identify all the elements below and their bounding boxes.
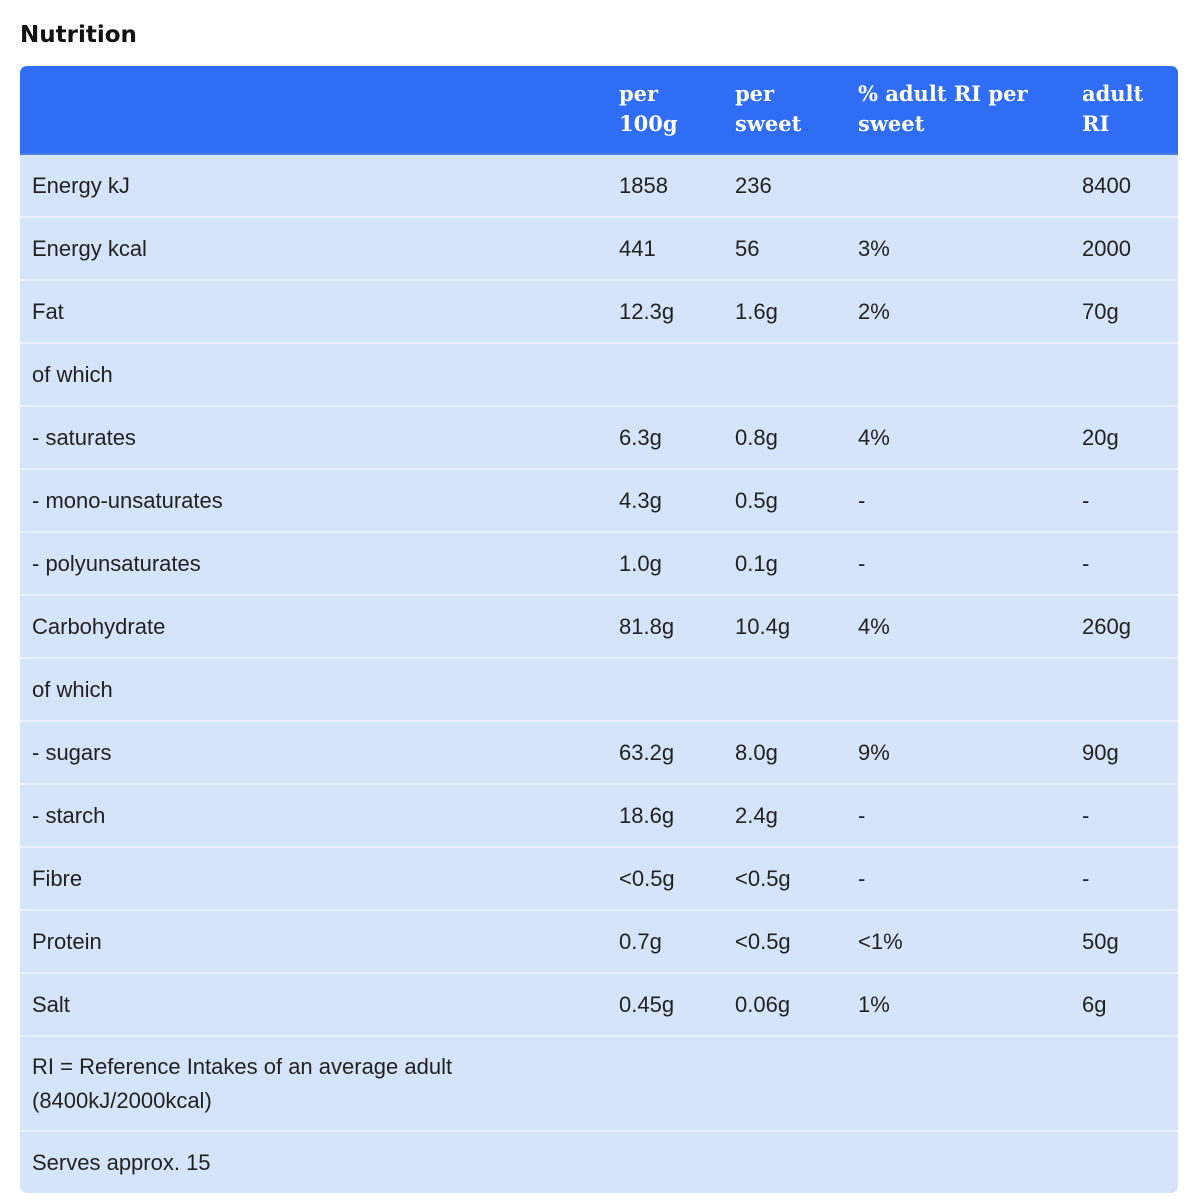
cell-adult-ri: 8400 [1070, 154, 1178, 217]
row-label: Salt [20, 973, 607, 1036]
table-row [20, 343, 1178, 406]
row-label: - sugars [20, 721, 607, 784]
cell-adult-ri: 260g [1070, 595, 1178, 658]
cell-per-100g: <0.5g [607, 847, 723, 910]
table-row [20, 406, 1178, 469]
cell-adult-ri: - [1070, 784, 1178, 847]
cell-per-sweet: 236 [723, 154, 846, 217]
row-label: - polyunsaturates [20, 532, 607, 595]
cell-ri-percent: - [846, 847, 1070, 910]
cell-adult-ri [1070, 343, 1178, 406]
cell-adult-ri [1070, 658, 1178, 721]
cell-per-sweet: 0.5g [723, 469, 846, 532]
cell-per-100g: 81.8g [607, 595, 723, 658]
row-label: Protein [20, 910, 607, 973]
table-row [20, 784, 1178, 847]
cell-adult-ri: 20g [1070, 406, 1178, 469]
cell-adult-ri: - [1070, 847, 1178, 910]
row-label: Fat [20, 280, 607, 343]
cell-ri-percent: 4% [846, 406, 1070, 469]
row-label: Energy kcal [20, 217, 607, 280]
header-adult-ri: adult RI [1070, 66, 1178, 154]
table-header-row [20, 66, 1178, 154]
cell-per-sweet: 0.8g [723, 406, 846, 469]
nutrition-table [20, 66, 1178, 1193]
table-row [20, 658, 1178, 721]
cell-per-100g: 0.7g [607, 910, 723, 973]
cell-ri-percent [846, 343, 1070, 406]
nutrition-heading: Nutrition [20, 22, 137, 48]
table-row [20, 280, 1178, 343]
row-label: Carbohydrate [20, 595, 607, 658]
cell-per-100g: 18.6g [607, 784, 723, 847]
serves-row [20, 1131, 1178, 1193]
cell-per-100g: 1.0g [607, 532, 723, 595]
row-label: - starch [20, 784, 607, 847]
cell-adult-ri: 70g [1070, 280, 1178, 343]
row-label: Fibre [20, 847, 607, 910]
cell-ri-percent: <1% [846, 910, 1070, 973]
cell-adult-ri: - [1070, 532, 1178, 595]
cell-per-sweet: 10.4g [723, 595, 846, 658]
row-label: of which [20, 658, 607, 721]
cell-per-100g: 4.3g [607, 469, 723, 532]
header-ri-percent: % adult RI per sweet [846, 66, 1070, 154]
cell-ri-percent: - [846, 784, 1070, 847]
cell-ri-percent [846, 154, 1070, 217]
header-per-sweet: per sweet [723, 66, 846, 154]
row-label: - mono-unsaturates [20, 469, 607, 532]
cell-per-100g: 12.3g [607, 280, 723, 343]
ri-footnote: RI = Reference Intakes of an average adult (8400kJ/2000kcal) [20, 1036, 607, 1131]
cell-per-sweet: 8.0g [723, 721, 846, 784]
cell-adult-ri: 2000 [1070, 217, 1178, 280]
table-row [20, 154, 1178, 217]
cell-per-sweet: 1.6g [723, 280, 846, 343]
serves-text: Serves approx. 15 [20, 1131, 607, 1193]
cell-ri-percent: - [846, 532, 1070, 595]
row-label: Energy kJ [20, 154, 607, 217]
table-row [20, 721, 1178, 784]
cell-per-sweet: 0.06g [723, 973, 846, 1036]
row-label: - saturates [20, 406, 607, 469]
cell-per-100g: 0.45g [607, 973, 723, 1036]
cell-per-100g: 1858 [607, 154, 723, 217]
cell-ri-percent: 1% [846, 973, 1070, 1036]
cell-adult-ri: 90g [1070, 721, 1178, 784]
cell-ri-percent: 4% [846, 595, 1070, 658]
cell-ri-percent: - [846, 469, 1070, 532]
cell-per-100g: 441 [607, 217, 723, 280]
cell-ri-percent: 3% [846, 217, 1070, 280]
header-per-100g: per 100g [607, 66, 723, 154]
table-row [20, 847, 1178, 910]
cell-per-sweet: 2.4g [723, 784, 846, 847]
cell-per-100g [607, 343, 723, 406]
cell-per-sweet: 0.1g [723, 532, 846, 595]
cell-per-sweet [723, 343, 846, 406]
cell-per-sweet: <0.5g [723, 847, 846, 910]
header-nutrient [20, 66, 607, 154]
row-label: of which [20, 343, 607, 406]
cell-per-100g: 63.2g [607, 721, 723, 784]
cell-adult-ri: - [1070, 469, 1178, 532]
footnote-row [20, 1036, 1178, 1131]
cell-per-100g: 6.3g [607, 406, 723, 469]
cell-adult-ri: 6g [1070, 973, 1178, 1036]
table-row [20, 532, 1178, 595]
cell-adult-ri: 50g [1070, 910, 1178, 973]
table-row [20, 910, 1178, 973]
cell-ri-percent: 2% [846, 280, 1070, 343]
table-row [20, 469, 1178, 532]
table-row [20, 595, 1178, 658]
cell-per-sweet: <0.5g [723, 910, 846, 973]
cell-per-sweet [723, 658, 846, 721]
cell-per-sweet: 56 [723, 217, 846, 280]
cell-per-100g [607, 658, 723, 721]
cell-ri-percent: 9% [846, 721, 1070, 784]
table-row [20, 973, 1178, 1036]
table-row [20, 217, 1178, 280]
cell-ri-percent [846, 658, 1070, 721]
